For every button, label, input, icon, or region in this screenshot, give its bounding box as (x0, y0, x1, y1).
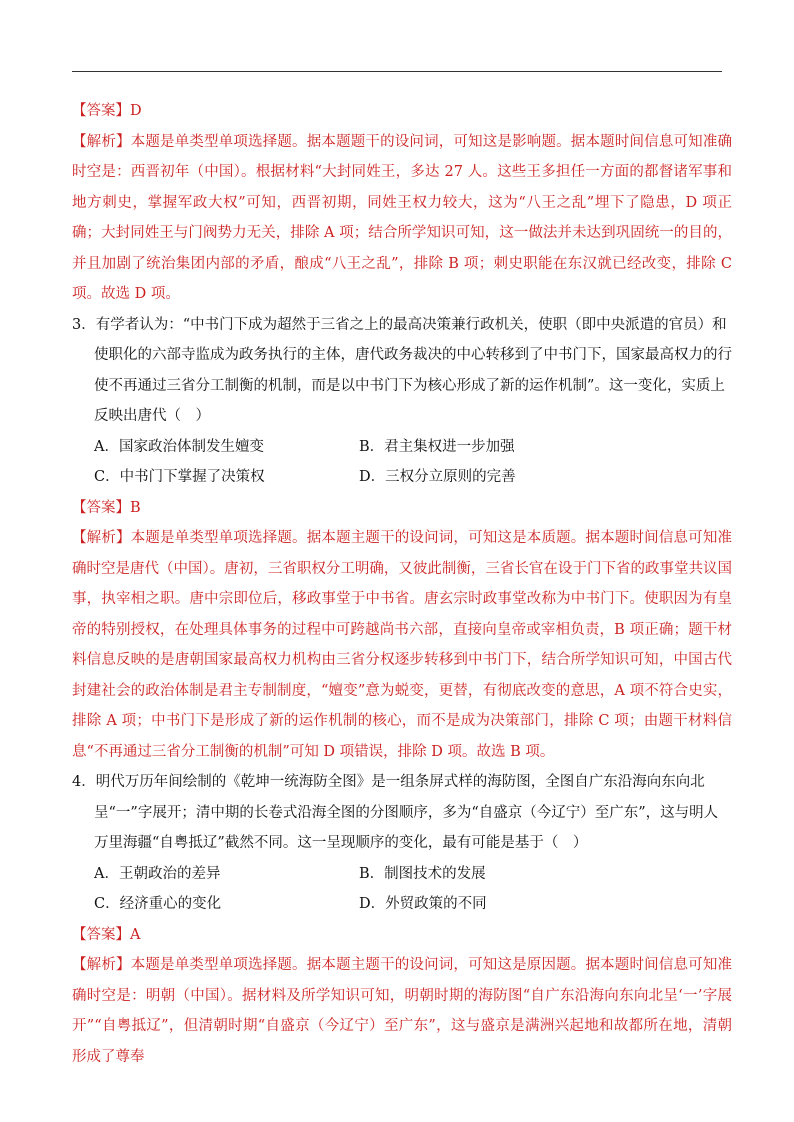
option-d: D．三权分立原则的完善 (359, 469, 516, 485)
page-content (72, 96, 732, 1072)
option-d: D．外贸政策的不同 (359, 896, 487, 912)
question-3-options (72, 432, 732, 493)
question-stem: 明代万历年间绘制的《乾坤一统海防全图》是一组条屏式样的海防图，全图自广东沿海向东向北呈“一”字展开；清中期的长卷式沿海全图的分图顺序，多为“自盛京（今辽宁）至广东”，这与明人万里海疆“自粤抵辽”截然不同。这一呈现顺序的变化，最有可能是基于（ ） (94, 774, 719, 851)
analysis-paragraph: 【解析】本题是单类型单项选择题。据本题主题干的设问词，可知这是本质题。据本题时间信息可知准确时空是唐代（中国）。唐初，三省职权分工明确，又彼此制衡，三省长官在设于门下省的政事堂共议国事，执宰相之职。唐中宗即位后，移政事堂于中书省。唐玄宗时政事堂改称为中书门下。使职因为有皇帝的特别授权，在处理具体事务的过程中可跨越尚书六部，直接向皇帝或宰相负责，B 项正确；题干材料信息反映的是唐朝国家最高权力机构由三省分权逐步转移到中书门下，结合所学知识可知，中国古代封建社会的政治体制是君主专制制度，“嬗变”意为蜕变，更替，有彻底改变的意思，A 项不符合史实，排除 A 项；中书门下是形成了新的运作机制的核心，而不是成为决策部门，排除 C 项；由题干材料信息“不再通过三省分工制衡的机制”可知 D 项错误，排除 D 项。故选 B 项。 (72, 530, 733, 760)
header-rule (72, 71, 722, 72)
answer-line: 【答案】B (72, 499, 141, 516)
option-c: C．经济重心的变化 (94, 896, 222, 912)
option-b: B．制图技术的发展 (359, 865, 486, 882)
option-b: B．君主集权进一步加强 (359, 438, 515, 455)
analysis-paragraph: 【解析】本题是单类型单项选择题。据本题主题干的设问词，可知这是原因题。据本题时间信息可知准确时空是：明朝（中国）。据材料及所学知识可知，明朝时期的海防图“自广东沿海向东向北呈‘一’字展开”“自粤抵辽”，但清朝时期“自盛京（今辽宁）至广东”，这与盛京是满洲兴起地和故都所在地，清朝形成了尊奉 (72, 957, 733, 1065)
question-4-options (72, 859, 732, 920)
option-a: A．国家政治体制发生嬗变 (94, 438, 264, 455)
question-3 (72, 310, 732, 432)
question-stem: 有学者认为：“中书门下成为超然于三省之上的最高决策兼行政机关，使职（即中央派遣的官员）和使职化的六部寺监成为政务执行的主体，唐代政务裁决的中心转移到了中书门下，国家最高权力的行使不再通过三省分工制衡的机制，而是以中书门下为核心形成了新的运作机制”。这一变化，实质上反映出唐代（ ） (94, 316, 732, 424)
answer-line: 【答案】A (72, 926, 141, 943)
answer-line: 【答案】D (72, 103, 142, 119)
question-4 (72, 767, 732, 859)
analysis-paragraph: 【解析】本题是单类型单项选择题。据本题题干的设问词，可知这是影响题。据本题时间信息可知准确时空是：西晋初年（中国）。根据材料“大封同姓王，多达 27 人。这些王多担任一方面的都督诸军事和地方刺史，掌握军政大权”可知，西晋初期，同姓王权力较大，这为“八王之乱”埋下了隐患，D 项正确；大封同姓王与门阀势力无关，排除 A 项；结合所学知识可知，这一做法并未达到巩固统一的目的，并且加剧了统治集团内部的矛盾，酿成“八王之乱”，排除 B 项；刺史职能在东汉就已经改变，排除 C 项。故选 D 项。 (72, 133, 733, 302)
question-number: 3． (72, 316, 96, 333)
option-a: A．王朝政治的差异 (94, 865, 221, 882)
question-number: 4． (72, 774, 96, 790)
option-c: C．中书门下掌握了决策权 (94, 469, 265, 485)
